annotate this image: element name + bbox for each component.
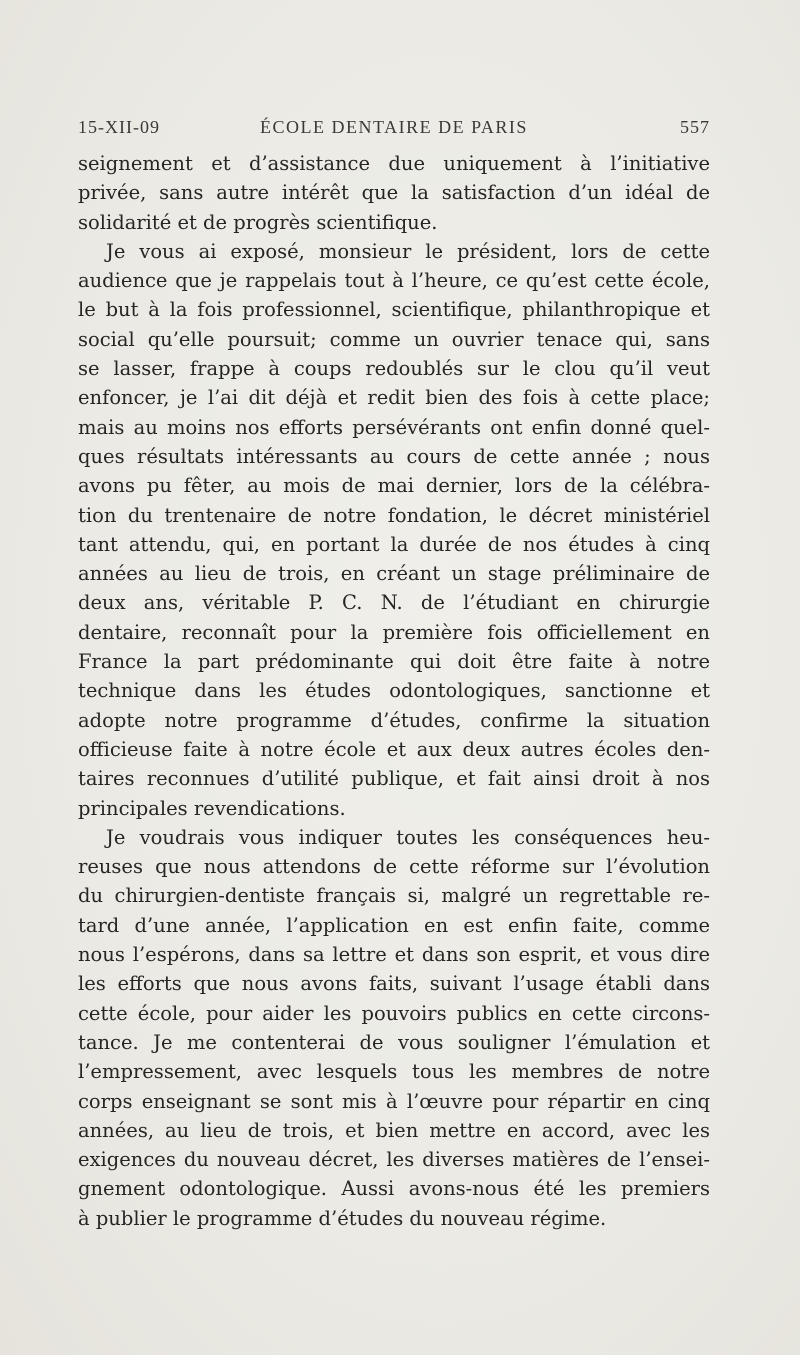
- text-line: le but à la fois professionnel, scientifique, philanthropique et: [78, 298, 710, 322]
- text-line: à publier le programme d’études du nouveau régime.: [78, 1206, 607, 1230]
- text-line: adopte notre programme d’études, confirme la situation: [78, 708, 710, 732]
- text-line: se lasser, frappe à coups redoublés sur le clou qu’il veut: [78, 357, 710, 381]
- text-line: audience que je rappelais tout à l’heure, ce qu’est cette école,: [78, 269, 710, 293]
- text-line: les efforts que nous avons faits, suivant l’usage établi dans: [78, 972, 710, 996]
- body-text: [78, 149, 710, 1233]
- text-line: principales revendications.: [78, 796, 346, 820]
- text-line: dentaire, reconnaît pour la première fois officiellement en: [78, 620, 710, 644]
- text-line: tard d’une année, l’application en est enfin faite, comme: [78, 913, 710, 937]
- text-line: gnement odontologique. Aussi avons-nous été les premiers: [78, 1177, 710, 1201]
- text-line: taires reconnues d’utilité publique, et fait ainsi droit à nos: [78, 767, 710, 791]
- page-number: 557: [680, 117, 710, 137]
- text-line: années au lieu de trois, en créant un stage préliminaire de: [78, 562, 710, 586]
- text-line: tion du trentenaire de notre fondation, le décret ministériel: [78, 503, 710, 527]
- text-line: du chirurgien-dentiste français si, malgré un regrettable re-: [78, 884, 710, 908]
- text-line: seignement et d’assistance due uniquement à l’initiative: [78, 152, 710, 175]
- text-line: Je vous ai exposé, monsieur le président, lors de cette: [106, 239, 710, 263]
- text-line: l’empressement, avec lesquels tous les membres de notre: [78, 1060, 710, 1084]
- text-line: reuses que nous attendons de cette réforme sur l’évolution: [78, 855, 710, 879]
- text-line: années, au lieu de trois, et bien mettre en accord, avec les: [78, 1118, 710, 1142]
- text-line: deux ans, véritable P. C. N. de l’étudiant en chirurgie: [78, 591, 710, 615]
- header-title: ÉCOLE DENTAIRE DE PARIS: [260, 117, 528, 137]
- text-line: tant attendu, qui, en portant la durée de nos études à cinq: [78, 532, 710, 556]
- text-line: enfoncer, je l’ai dit déjà et redit bien des fois à cette place;: [78, 386, 710, 410]
- text-line: France la part prédominante qui doit être faite à notre: [78, 650, 710, 674]
- text-line: avons pu fêter, au mois de mai dernier, lors de la célébra-: [78, 474, 710, 498]
- running-header: [78, 117, 710, 141]
- text-line: privée, sans autre intérêt que la satisfaction d’un idéal de: [78, 181, 710, 205]
- text-line: mais au moins nos efforts persévérants ont enfin donné quel-: [78, 415, 710, 439]
- text-line: corps enseignant se sont mis à l’œuvre pour répartir en cinq: [78, 1089, 710, 1113]
- text-line: solidarité et de progrès scientifique.: [78, 210, 438, 234]
- text-line: tance. Je me contenterai de vous souligner l’émulation et: [78, 1030, 710, 1054]
- text-line: exigences du nouveau décret, les diverses matières de l’ensei-: [78, 1148, 710, 1172]
- text-line: Je voudrais vous indiquer toutes les conséquences heu-: [106, 825, 710, 849]
- text-line: ques résultats intéressants au cours de cette année ; nous: [78, 444, 710, 468]
- header-date: 15-XII-09: [78, 117, 160, 137]
- text-line: officieuse faite à notre école et aux deux autres écoles den-: [78, 737, 710, 761]
- text-line: nous l’espérons, dans sa lettre et dans son esprit, et vous dire: [78, 943, 710, 967]
- text-line: social qu’elle poursuit; comme un ouvrier tenace qui, sans: [78, 327, 710, 351]
- text-line: technique dans les études odontologiques, sanctionne et: [78, 679, 710, 703]
- text-line: cette école, pour aider les pouvoirs publics en cette circons-: [78, 1001, 710, 1025]
